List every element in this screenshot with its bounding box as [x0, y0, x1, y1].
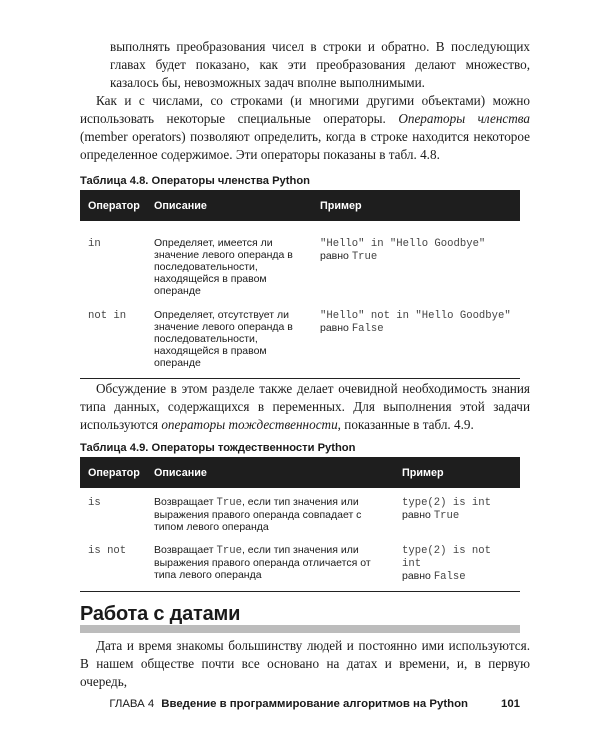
operator-code: in: [88, 238, 101, 250]
table-member-operators: [80, 190, 520, 379]
paragraph-member-operators: [80, 92, 530, 164]
column-header-description: Описание: [146, 190, 312, 221]
example-result: True: [351, 251, 378, 263]
operator-cell: [80, 542, 146, 592]
table-row: [80, 221, 520, 307]
example-result: False: [351, 323, 384, 335]
example-result: False: [433, 571, 466, 583]
example-equals-word: равно: [320, 322, 349, 334]
description-code: True: [216, 497, 242, 509]
operator-code: not in: [88, 310, 127, 322]
paragraph-text: Дата и время знакомы большинству людей и постоянно ими используются. В нашем обществе почти все основано на датах и времени, и, в первую очередь,: [80, 638, 530, 689]
column-header-description: Описание: [146, 457, 394, 488]
operator-cell: [80, 221, 146, 307]
example-cell: [394, 488, 520, 542]
example-code: "Hello" in "Hello Goodbye": [320, 238, 486, 250]
section-title-underline: [80, 625, 520, 633]
operator-cell: [80, 488, 146, 542]
description-text: Возвращает: [154, 496, 217, 508]
description-text: , если тип значения или выражения правого операнда отличается от типа левого операнда: [154, 544, 371, 581]
term-identity-operators: операторы тождественности: [161, 417, 338, 432]
paragraph-identity-operators: [80, 380, 530, 434]
table-row: [80, 542, 520, 592]
description-text: Возвращает: [154, 544, 217, 556]
paragraph-text: выполнять преобразования чисел в строки и обратно. В последующих главах будет показано, как эти преобразования делают множество, казалось бы, невозможных задач вполне выполнимыми.: [110, 39, 530, 90]
example-equals-word: равно: [402, 509, 431, 521]
chapter-label: ГЛАВА 4: [109, 698, 155, 710]
example-code: type(2) is int: [402, 497, 492, 509]
table-caption: Таблица 4.9. Операторы тождественности Python: [80, 442, 356, 454]
table-row: [80, 307, 520, 379]
example-code: "Hello" not in "Hello Goodbye": [320, 310, 511, 322]
example-cell: [312, 307, 520, 379]
page-number: 101: [500, 698, 520, 710]
example-result: True: [433, 510, 460, 522]
description-code: True: [216, 545, 242, 557]
column-header-operator: Оператор: [80, 190, 146, 221]
example-code: type(2) is not int: [402, 545, 492, 570]
paragraph-text: , показанные в табл. 4.9.: [337, 417, 474, 432]
paragraph-text: (member operators) позволяют определить, когда в строке находится некоторое определенное содержимое. Эти операторы показаны в табл. 4.8.: [80, 129, 530, 162]
table-header-row: [80, 190, 520, 221]
operator-cell: [80, 307, 146, 379]
chapter-title: Введение в программирование алгоритмов на Python: [161, 698, 468, 710]
example-equals-word: равно: [402, 570, 431, 582]
column-header-operator: Оператор: [80, 457, 146, 488]
operator-code: is: [88, 497, 101, 509]
description-text: , если тип значения или выражения правого операнда совпадает с типом левого операнда: [154, 496, 362, 533]
term-member-operators: Операторы членства: [398, 111, 530, 126]
column-header-example: Пример: [312, 190, 520, 221]
running-footer: [109, 697, 468, 711]
paragraph-text: Обсуждение в этом разделе также делает очевидной необходимость знания типа данных, содержащихся в переменных. Для выполнения этой задачи используются: [80, 381, 530, 432]
section-title: Работа с датами: [80, 603, 241, 625]
description-cell: [146, 488, 394, 542]
description-cell: [146, 542, 394, 592]
table-row: [80, 488, 520, 542]
description-cell: Определяет, имеется ли значение левого операнда в последовательности, находящейся в правом операнде: [154, 237, 293, 297]
example-cell: [394, 542, 520, 592]
table-identity-operators: [80, 457, 520, 592]
description-cell: Определяет, отсутствует ли значение левого операнда в последовательности, находящейся в правом операнде: [154, 309, 293, 369]
paragraph-dates: [80, 637, 530, 691]
example-cell: [312, 221, 520, 307]
example-equals-word: равно: [320, 250, 349, 262]
operator-code: is not: [88, 545, 127, 557]
table-header-row: [80, 457, 520, 488]
table-caption: Таблица 4.8. Операторы членства Python: [80, 175, 311, 187]
paragraph-continued: [110, 38, 530, 92]
column-header-example: Пример: [394, 457, 520, 488]
paragraph-text: Как и с числами, со строками (и многими другими объектами) можно использовать некоторые специальные операторы.: [80, 93, 530, 126]
